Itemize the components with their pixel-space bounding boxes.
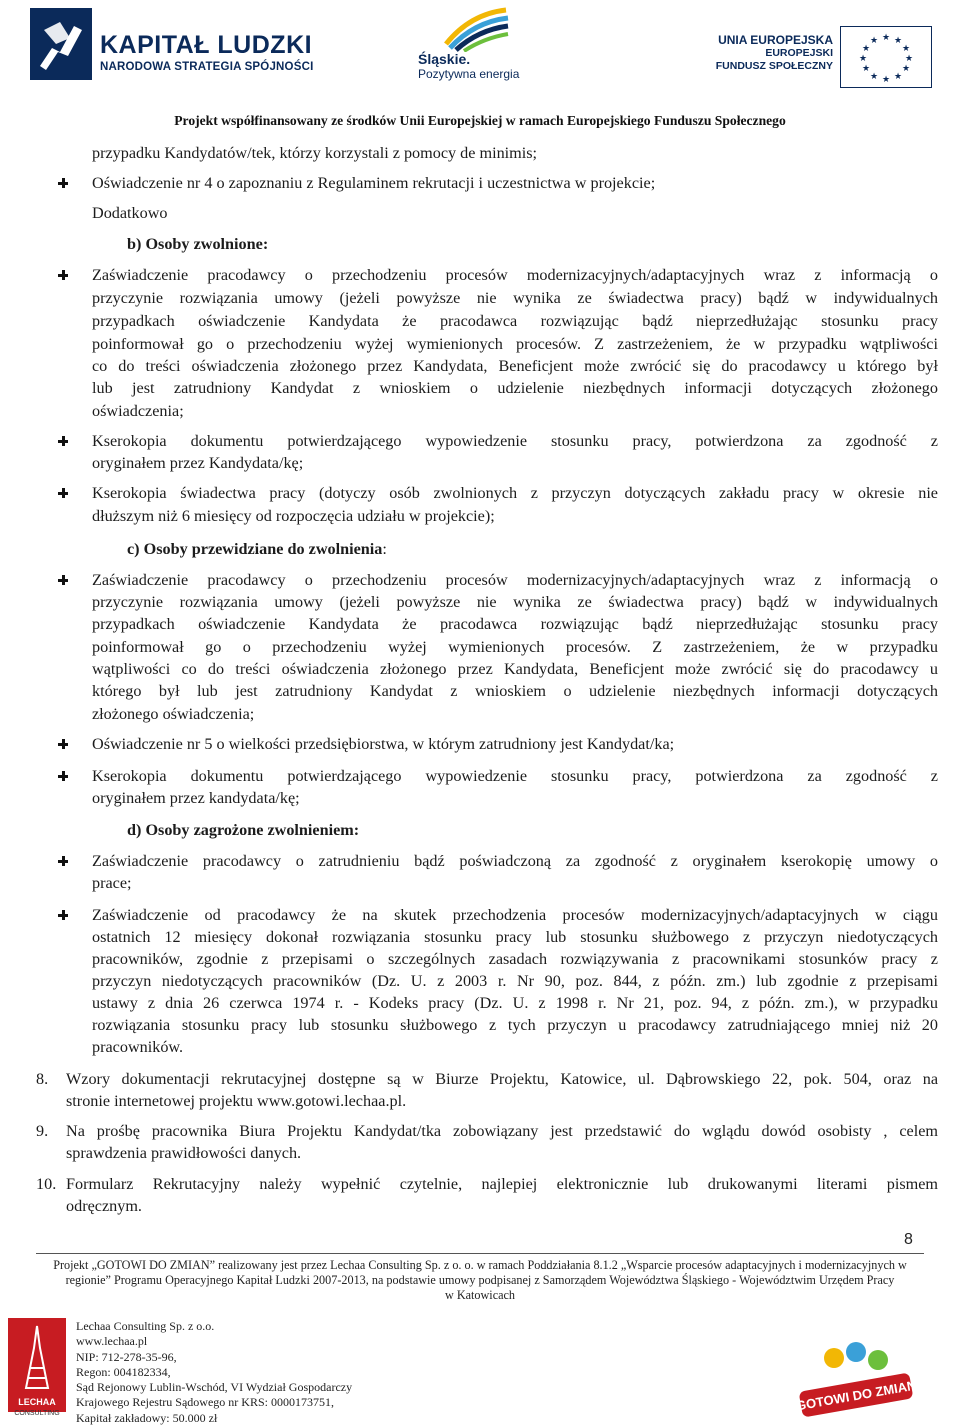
text-line: przypadku Kandydatów/tek, którzy korzystali z pomocy de minimis; xyxy=(92,144,538,162)
paragraph-line: przypadkach oświadczenie Kandydata że pracodawca rozwiązując bądź nieprzedłużając stosunku pracy xyxy=(92,312,938,330)
gotowi-do-zmian-logo xyxy=(790,1330,920,1420)
page-header xyxy=(0,0,960,112)
paragraph-line: ostatnich 12 miesięcy dokonał rozwiązania stosunku pracy lub stosunku służbowego z przyczyn niedotyczących xyxy=(92,928,938,946)
paragraph-line: sprawdzenia prawidłowości danych. xyxy=(66,1144,302,1162)
eu-line-fund: FUNDUSZ SPOŁECZNY xyxy=(715,60,833,72)
bullet-icon xyxy=(58,575,68,585)
paragraph-line: oryginałem przez Kandydata/kę; xyxy=(92,454,304,472)
kapital-ludzki-logo xyxy=(30,8,92,80)
svg-text:★: ★ xyxy=(904,53,914,63)
slaskie-tagline: Pozytywna energia xyxy=(418,67,520,81)
lechaa-label: LECHAA xyxy=(18,1397,56,1407)
eu-text xyxy=(700,34,833,73)
paragraph-line: pracowników, zgodnie z przepisami o szczególnych zasadach rozwiązywania z pracownikami stosunków pracy z xyxy=(92,950,938,968)
paragraph-line: co do treści oświadczenia złożonego przez Kandydata, Beneficjent może zwrócić się do pracodawcy u którego był xyxy=(92,357,938,375)
eu-line-union: UNIA EUROPEJSKA xyxy=(718,33,833,47)
bullet-icon xyxy=(58,739,68,749)
paragraph-line: poinformował go o przechodzeniu wyżej wymienionych procesów. Z zastrzeżeniem, że w przypadku wątpliwości xyxy=(92,335,938,353)
page-number: 8 xyxy=(904,1231,913,1248)
paragraph-line: Kserokopia świadectwa pracy (dotyczy osób zwolnionych z przyczyn dotyczących zakładu pracy w okresie nie xyxy=(92,484,938,502)
bullet-icon xyxy=(58,488,68,498)
lechaa-tower-icon xyxy=(8,1318,66,1396)
eu-line-european: EUROPEJSKI xyxy=(765,47,833,59)
svg-text:★: ★ xyxy=(901,63,911,73)
paragraph-line: Zaświadczenie pracodawcy o przechodzeniu procesów modernizacyjnych/adaptacyjnych wraz z informacją o xyxy=(92,571,938,589)
paragraph-line: Zaświadczenie pracodawcy o przechodzeniu procesów modernizacyjnych/adaptacyjnych wraz z informacją o xyxy=(92,266,938,284)
section-heading-additionally: Dodatkowo xyxy=(92,204,168,222)
paragraph-line: pracowników. xyxy=(92,1038,184,1056)
svg-text:★: ★ xyxy=(881,74,891,84)
section-heading-c-text: c) Osoby przewidziane do zwolnienia xyxy=(127,540,383,558)
footer-divider xyxy=(36,1253,924,1254)
consulting-label: CONSULTING xyxy=(14,1410,60,1417)
company-capital: Kapitał zakładowy: 50.000 zł xyxy=(76,1410,218,1425)
section-heading-c xyxy=(127,539,387,561)
paragraph-line: oświadczenia; xyxy=(92,402,184,420)
svg-text:★: ★ xyxy=(893,71,903,81)
paragraph-line: Zaświadczenie od pracodawcy że na skutek przechodzenia procesów modernizacyjnych/adaptacyjnych w ciągu xyxy=(92,906,938,924)
svg-text:★: ★ xyxy=(881,32,891,42)
slaskie-logo xyxy=(440,4,512,52)
footer-note-line: w Katowicach xyxy=(444,1288,516,1302)
paragraph-line: Na prośbę pracownika Biura Projektu Kandydat/tka zobowiązany jest przedstawić do wglądu dowód osobisty , celem xyxy=(66,1122,938,1140)
slaskie-text xyxy=(418,52,519,81)
paragraph-line: przyczynie rozwiązania umowy (jeżeli powyższe nie wynika ze świadectwa pracy) bądź w indywidualnych xyxy=(92,289,938,307)
section-heading-c-colon: : xyxy=(382,540,387,558)
bullet-icon xyxy=(58,270,68,280)
list-number: 8. xyxy=(36,1070,49,1088)
svg-text:★: ★ xyxy=(861,63,871,73)
footer-note-line: regionie” Programu Operacyjnego Kapitał Ludzki 2007-2013, na podstawie umowy podpisanej z Samorządem Województwa Śląskiego - Województwim Urzędem Pracy xyxy=(65,1273,895,1287)
paragraph-line: stronie internetowej projektu www.gotowi.lechaa.pl. xyxy=(66,1092,407,1110)
paragraph-line: ustawy z dnia 26 czerwca 1974 r. - Kodeks pracy (Dz. U. z 1998 r. Nr 21, poz. 94, z późn. zm.), w przypadku xyxy=(92,994,938,1012)
bullet-icon xyxy=(58,910,68,920)
paragraph-line: lub jest zatrudniony Kandydat z wnioskiem o udzielenie niezbędnych informacji dotyczących złożonego xyxy=(92,379,938,397)
company-krs: Krajowego Rejestru Sądowego nr KRS: 0000173751, xyxy=(76,1395,334,1410)
paragraph-line: rozwiązania stosunku pracy lub stosunku służbowego z tych przyczyn u pracodawcy zatrudniającego mniej niż 20 xyxy=(92,1016,938,1034)
svg-text:★: ★ xyxy=(869,71,879,81)
paragraph-line: Kserokopia dokumentu potwierdzającego wypowiedzenie stosunku pracy, potwierdzona za zgodność z xyxy=(92,432,938,450)
kapital-ludzki-text xyxy=(100,32,313,73)
paragraph-line: przyczynie rozwiązania umowy (jeżeli powyższe nie wynika ze świadectwa pracy) bądź w indywidualnych xyxy=(92,593,938,611)
svg-text:★: ★ xyxy=(858,53,868,63)
paragraph-line: Kserokopia dokumentu potwierdzającego wypowiedzenie stosunku pracy, potwierdzona za zgodność z xyxy=(92,767,938,785)
svg-text:★: ★ xyxy=(861,43,871,53)
bullet-icon xyxy=(58,771,68,781)
slaskie-name: Śląskie. xyxy=(418,51,471,67)
company-nip: NIP: 712-278-35-96, xyxy=(76,1349,177,1364)
paragraph-line: poinformował go o przechodzeniu wyżej wymienionych procesów. Z zastrzeżeniem, że w przypadku xyxy=(92,638,938,656)
paragraph-line: prace; xyxy=(92,874,132,892)
paragraph-line: przypadkach oświadczenie Kandydata że pracodawca rozwiązując bądź nieprzedłużając stosunku pracy xyxy=(92,615,938,633)
paragraph-line: Formularz Rekrutacyjny należy wypełnić czytelnie, najlepiej elektronicznie lub drukowanymi literami pismem xyxy=(66,1175,938,1193)
section-heading-d: d) Osoby zagrożone zwolnieniem: xyxy=(127,821,360,839)
list-item: Oświadczenie nr 5 o wielkości przedsiębiorstwa, w którym zatrudniony jest Kandydat/ka; xyxy=(92,735,675,753)
company-website[interactable]: www.lechaa.pl xyxy=(76,1334,148,1349)
company-name: Lechaa Consulting Sp. z o.o. xyxy=(76,1319,215,1333)
section-heading-b: b) Osoby zwolnione: xyxy=(127,235,269,253)
bullet-icon xyxy=(58,436,68,446)
list-item: Oświadczenie nr 4 o zapoznaniu z Regulaminem rekrutacji i uczestnictwa w projekcie; xyxy=(92,174,656,192)
bullet-icon xyxy=(58,856,68,866)
list-number: 10. xyxy=(36,1175,57,1193)
svg-text:★: ★ xyxy=(901,43,911,53)
eu-flag-icon xyxy=(840,26,932,88)
cofinancing-notice: Projekt współfinansowany ze środków Unii Europejskiej w ramach Europejskiego Funduszu Społecznego xyxy=(174,113,786,128)
paragraph-line: przyczyn niedotyczących pracowników (Dz. U. z 2003 r. Nr 90, poz. 844, z późn. zm.) lub zgodnie z przepisami xyxy=(92,972,938,990)
paragraph-line: którego był lub jest zatrudniony Kandydat z wnioskiem o udzielenie niezbędnych informacji dotyczących xyxy=(92,682,938,700)
svg-text:★: ★ xyxy=(893,35,903,45)
paragraph-line: wątpliwości co do treści oświadczenia złożonego przez Kandydata, Beneficjent może zwrócić się do pracodawcy u xyxy=(92,660,938,678)
paragraph-line: odręcznym. xyxy=(66,1197,142,1215)
company-address xyxy=(76,1319,352,1426)
bullet-icon xyxy=(58,178,68,188)
gotowi-label: GOTOWI DO ZMIAN xyxy=(794,1377,918,1414)
company-court: Sąd Rejonowy Lublin-Wschód, VI Wydział Gospodarczy xyxy=(76,1380,353,1395)
kapital-ludzki-title: KAPITAŁ LUDZKI xyxy=(100,31,313,59)
footer-note-line: Projekt „GOTOWI DO ZMIAN” realizowany jest przez Lechaa Consulting Sp. z o. o. w ramach Poddziałania 8.1.2 „Wsparcie procesów adaptacyjnych i modernizacyjnych w xyxy=(53,1258,907,1272)
company-regon: Regon: 004182334, xyxy=(76,1364,171,1379)
paragraph-line: Zaświadczenie pracodawcy o zatrudnieniu bądź poświadczoną za zgodność z oryginałem kserokopię umowy o xyxy=(92,852,938,870)
paragraph-line: dłuższym niż 6 miesięcy od rozpoczęcia udziału w projekcie); xyxy=(92,507,495,525)
kapital-ludzki-subtitle: NARODOWA STRATEGIA SPÓJNOŚCI xyxy=(100,61,314,73)
list-number: 9. xyxy=(36,1122,49,1140)
svg-text:★: ★ xyxy=(869,35,879,45)
paragraph-line: Wzory dokumentacji rekrutacyjnej dostępne są w Biurze Projektu, Katowice, ul. Dąbrowskiego 22, pok. 504, oraz na xyxy=(66,1070,938,1088)
paragraph-line: złożonego oświadczenia; xyxy=(92,705,255,723)
paragraph-line: oryginałem przez kandydata/kę; xyxy=(92,789,300,807)
